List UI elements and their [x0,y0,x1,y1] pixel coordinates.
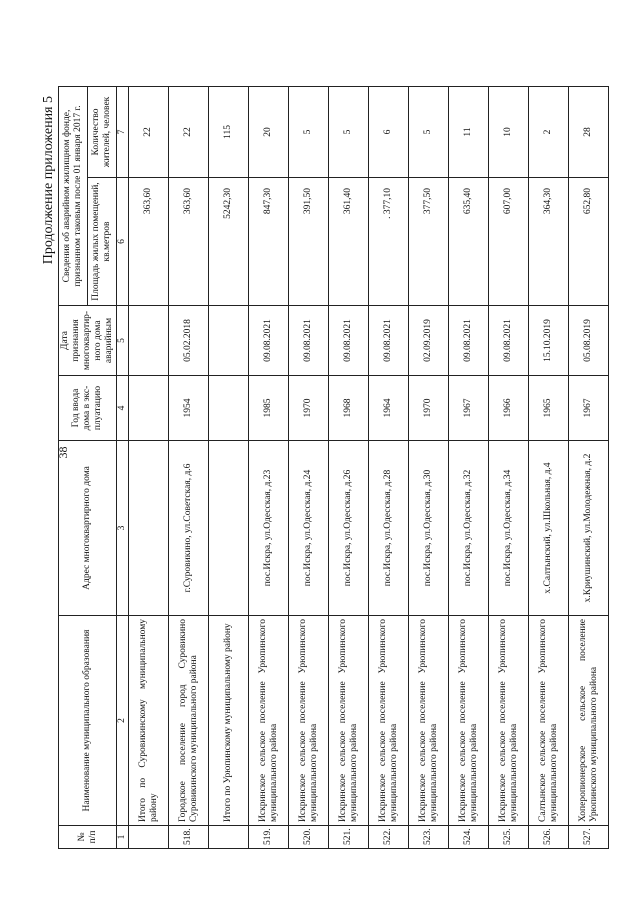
residents-count: 5 [409,87,449,178]
residents-count: 6 [369,87,409,178]
living-area: . 377,10 [369,178,409,306]
emergency-date: 09.08.2021 [449,306,489,376]
table-row [489,87,529,849]
table-row [409,87,449,849]
commission-year: 1967 [449,376,489,441]
table-row [369,87,409,849]
municipality-name: Искринское сельское поселение Урюпинского муниципального района [289,616,329,826]
emergency-housing-table [58,86,609,849]
commission-year [209,376,249,441]
house-address: г.Суровикино, ул.Советская, д.6 [169,441,209,616]
commission-year [129,376,169,441]
residents-count: 115 [209,87,249,178]
municipality-name: Искринское сельское поселение Урюпинского муниципального района [329,616,369,826]
living-area: 5242,30 [209,178,249,306]
house-address: пос.Искра, ул.Одесская, д.32 [449,441,489,616]
header-emergency-group: Сведения об аварийном жилищном фонде, признанном таковым после 01 января 2017 г. [59,87,88,306]
house-address: пос.Искра, ул.Одесская, д.26 [329,441,369,616]
header-municipality: Наименование муниципального образования [59,616,117,826]
house-address: х.Салтынский, ул.Школьная, д.4 [529,441,569,616]
row-number: 519. [249,826,289,849]
header-num: № п/п [59,826,117,849]
living-area: 652,80 [569,178,609,306]
table-row [329,87,369,849]
row-number: 526. [529,826,569,849]
house-address [129,441,169,616]
header-year: Год ввода дома в экс-плуатацию [59,376,117,441]
residents-count: 10 [489,87,529,178]
municipality-name: Городское поселение город Суровикино Суровикинского муниципального района [169,616,209,826]
municipality-name: Искринское сельское поселение Урюпинского муниципального района [449,616,489,826]
municipality-name: Искринское сельское поселение Урюпинского муниципального района [409,616,449,826]
row-number: 524. [449,826,489,849]
residents-count: 28 [569,87,609,178]
living-area: 363,60 [129,178,169,306]
emergency-date: 05.02.2018 [169,306,209,376]
commission-year: 1966 [489,376,529,441]
table-row [169,87,209,849]
table-row [569,87,609,849]
row-number: 521. [329,826,369,849]
living-area: 391,50 [289,178,329,306]
municipality-name: Искринское сельское поселение Урюпинского муниципального района [249,616,289,826]
living-area: 361,40 [329,178,369,306]
header-address: Адрес многоквартирного дома [59,441,117,616]
emergency-date: 09.08.2021 [329,306,369,376]
column-index: 2 [117,616,129,826]
page-number: 38 [56,446,70,459]
row-number: 518. [169,826,209,849]
emergency-date: 09.08.2021 [289,306,329,376]
municipality-name: Искринское сельское поселение Урюпинского муниципального района [369,616,409,826]
commission-year: 1985 [249,376,289,441]
emergency-date: 09.08.2021 [489,306,529,376]
header-row [59,87,88,849]
residents-count: 11 [449,87,489,178]
commission-year: 1970 [409,376,449,441]
column-index: 1 [117,826,129,849]
emergency-date: 05.08.2019 [569,306,609,376]
commission-year: 1970 [289,376,329,441]
table-row [129,87,169,849]
municipality-name: Салтынское сельское поселение Урюпинского муниципального района [529,616,569,826]
emergency-date: 09.08.2021 [369,306,409,376]
living-area: 363,60 [169,178,209,306]
emergency-date [209,306,249,376]
residents-count: 20 [249,87,289,178]
residents-count: 22 [169,87,209,178]
house-address: пос.Искра, ул.Одесская, д.23 [249,441,289,616]
header-date: Дата признания многоквартир-ного дома аварийным [59,306,117,376]
commission-year: 1954 [169,376,209,441]
living-area: 377,50 [409,178,449,306]
column-index: 5 [117,306,129,376]
municipality-name: Искринское сельское поселение Урюпинского муниципального района [489,616,529,826]
table-row [289,87,329,849]
commission-year: 1968 [329,376,369,441]
residents-count: 2 [529,87,569,178]
house-address: пос.Искра, ул.Одесская, д.28 [369,441,409,616]
table-row [529,87,569,849]
residents-count: 5 [329,87,369,178]
row-number: 522. [369,826,409,849]
row-number [129,826,169,849]
row-number: 525. [489,826,529,849]
column-index: 6 [117,178,129,306]
column-index: 7 [117,87,129,178]
row-number: 520. [289,826,329,849]
column-index: 4 [117,376,129,441]
header-area: Площадь жилых помещений, кв.метров [88,178,117,306]
header-residents: Количество жителей, человек [88,87,117,178]
emergency-date: 02.09.2019 [409,306,449,376]
residents-count: 5 [289,87,329,178]
residents-count: 22 [129,87,169,178]
emergency-date: 09.08.2021 [249,306,289,376]
living-area: 635,40 [449,178,489,306]
house-address [209,441,249,616]
row-number: 527. [569,826,609,849]
table-row [209,87,249,849]
column-index: 3 [117,441,129,616]
row-number: 523. [409,826,449,849]
emergency-date: 15.10.2019 [529,306,569,376]
living-area: 364,30 [529,178,569,306]
emergency-date [129,306,169,376]
living-area: 607,00 [489,178,529,306]
commission-year: 1967 [569,376,609,441]
house-address: пос.Искра, ул.Одесская, д.34 [489,441,529,616]
table-row [249,87,289,849]
municipality-name: Хоперопионерское сельское поселение Урюпинского муниципального района [569,616,609,826]
house-address: пос.Искра, ул.Одесская, д.30 [409,441,449,616]
house-address: пос.Искра, ул.Одесская, д.24 [289,441,329,616]
municipality-name: Итого по Суровикинскому муниципальному району [129,616,169,826]
row-number [209,826,249,849]
living-area: 847,30 [249,178,289,306]
municipality-name: Итого по Урюпинскому муниципальному району [209,616,249,826]
continuation-title: Продолжение приложения 5 [41,96,56,265]
column-index-row [117,87,129,849]
commission-year: 1964 [369,376,409,441]
table-row [449,87,489,849]
commission-year: 1965 [529,376,569,441]
house-address: х.Криушинский, ул.Молодежная, д.2 [569,441,609,616]
